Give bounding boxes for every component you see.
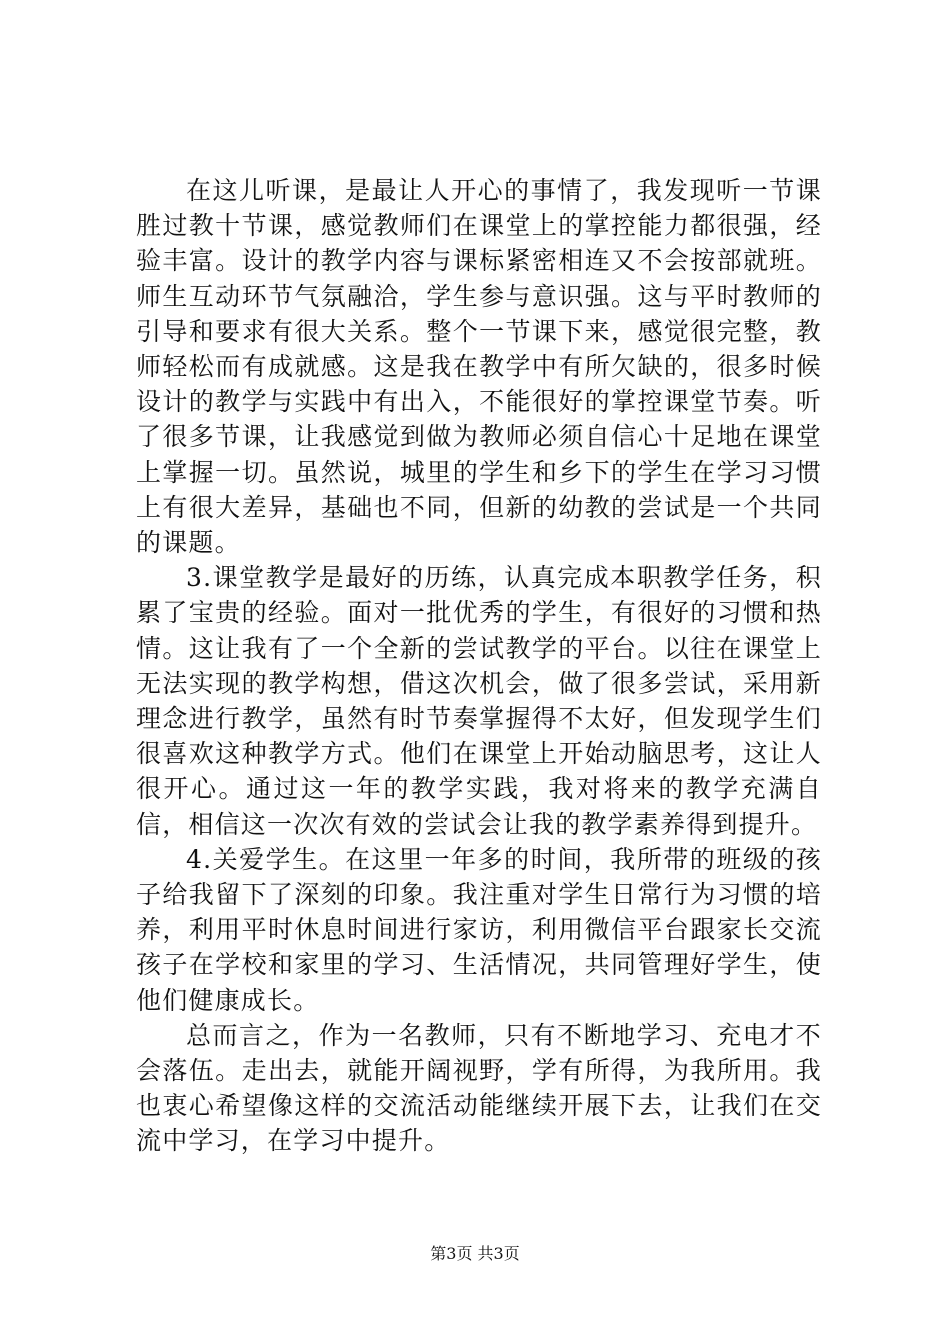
paragraph-conclusion: 总而言之，作为一名教师，只有不断地学习、充电才不会落伍。走出去，就能开阔视野，学有所得，为我所用。我也衷心希望像这样的交流活动能继续开展下去，让我们在交流中学习，在学习中提升。 [136, 1020, 822, 1156]
document-body [136, 173, 822, 1159]
page-number-footer: 第3页 共3页 [430, 1244, 520, 1263]
paragraph-listening-lessons: 在这儿听课，是最让人开心的事情了，我发现听一节课胜过教十节课，感觉教师们在课堂上的掌控能力都很强，经验丰富。设计的教学内容与课标紧密相连又不会按部就班。师生互动环节气氛融洽，学生参与意识强。这与平时教师的引导和要求有很大关系。整个一节课下来，感觉很完整，教师轻松而有成就感。这是我在教学中有所欠缺的，很多时候设计的教学与实践中有出入，不能很好的掌控课堂节奏。听了很多节课，让我感觉到做为教师必须自信心十足地在课堂上掌握一切。虽然说，城里的学生和乡下的学生在学习习惯上有很大差异，基础也不同，但新的幼教的尝试是一个共同的课题。 [136, 176, 822, 558]
paragraph-caring-students: 4.关爱学生。在这里一年多的时间，我所带的班级的孩子给我留下了深刻的印象。我注重对学生日常行为习惯的培养，利用平时休息时间进行家访，利用微信平台跟家长交流孩子在学校和家里的学习、生活情况，共同管理好学生，使他们健康成长。 [136, 844, 822, 1015]
paragraph-classroom-teaching: 3.课堂教学是最好的历练，认真完成本职教学任务，积累了宝贵的经验。面对一批优秀的学生，有很好的习惯和热情。这让我有了一个全新的尝试教学的平台。以往在课堂上无法实现的教学构想，借这次机会，做了很多尝试，采用新理念进行教学，虽然有时节奏掌握得不太好，但发现学生们很喜欢这种教学方式。他们在课堂上开始动脑思考，这让人很开心。通过这一年的教学实践，我对将来的教学充满自信，相信这一次次有效的尝试会让我的教学素养得到提升。 [136, 563, 822, 839]
